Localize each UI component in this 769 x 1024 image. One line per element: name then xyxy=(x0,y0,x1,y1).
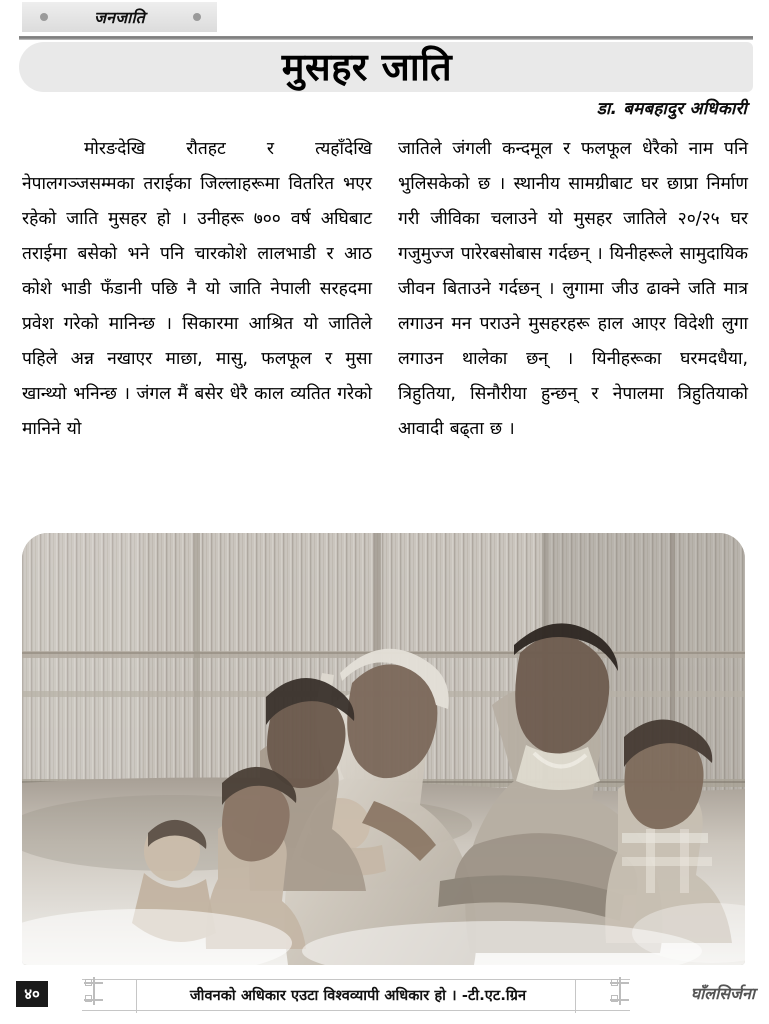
banner-dot-right-icon xyxy=(193,13,201,21)
photo-illustration xyxy=(22,533,745,965)
page-number: ४० xyxy=(16,981,48,1007)
article-photo xyxy=(22,533,745,965)
footer-quote: जीवनको अधिकार एउटा विश्वव्यापी अधिकार हो । -टी.एट.ग्रिन xyxy=(189,988,527,1004)
article-body xyxy=(22,132,748,447)
magazine-name: घाँलसिर्जना xyxy=(690,984,755,1003)
author-byline: डा. बमबहादुर अधिकारी xyxy=(596,99,747,119)
page-footer xyxy=(0,975,769,1021)
column-left xyxy=(22,132,372,447)
column-right xyxy=(398,132,748,447)
page-title: मुसहर जाति xyxy=(281,45,453,89)
category-banner xyxy=(22,2,217,32)
category-label: जनजाति xyxy=(94,8,145,27)
footer-bracket-right-icon xyxy=(610,977,632,1005)
footer-bracket-left-icon xyxy=(84,977,106,1005)
paragraph-left: मोरङदेखि रौतहट र त्यहाँदेखि नेपालगञ्जसम्मका तराईका जिल्लाहरूमा वितरित भएर रहेको जाति मुसहर हो । उनीहरू ७०० वर्ष अघिबाट तराईमा बसेको भने पनि चारकोशे लालभाडी र आठ कोशे भाडी फँडानी पछि नै यो जाति नेपाली सरहदमा प्रवेश गरेको मानिन्छ । सिकारमा आश्रित यो जातिले पहिले अन्न नखाएर माछा, मासु, फलफूल र मुसा खान्थ्यो भनिन्छ । जंगल मैं बसेर धेरै काल व्यतित गरेको मानिने यो xyxy=(22,139,372,439)
banner-dot-left-icon xyxy=(40,13,48,21)
paragraph-right: जातिले जंगली कन्दमूल र फलफूल धेरैको नाम पनि भुलिसकेको छ । स्थानीय सामग्रीबाट घर छाप्रा निर्माण गरी जीविका चलाउने यो मुसहर जातिले २०/२५ घर गजुमुज्ज पारेरबसोबास गर्दछन् । यिनीहरूले सामुदायिक जीवन बिताउने गर्दछन् । लुगामा जीउ ढाक्ने जति मात्र लगाउन मन पराउने मुसहरहरू हाल आएर विदेशी लुगा लगाउन थालेका छन् । यिनीहरूका घरमदधैया, त्रिहुतिया, सिनौरीया हुन्छन् र नेपालमा त्रिहुतियाको आवादी बढ्ता छ । xyxy=(398,139,748,439)
